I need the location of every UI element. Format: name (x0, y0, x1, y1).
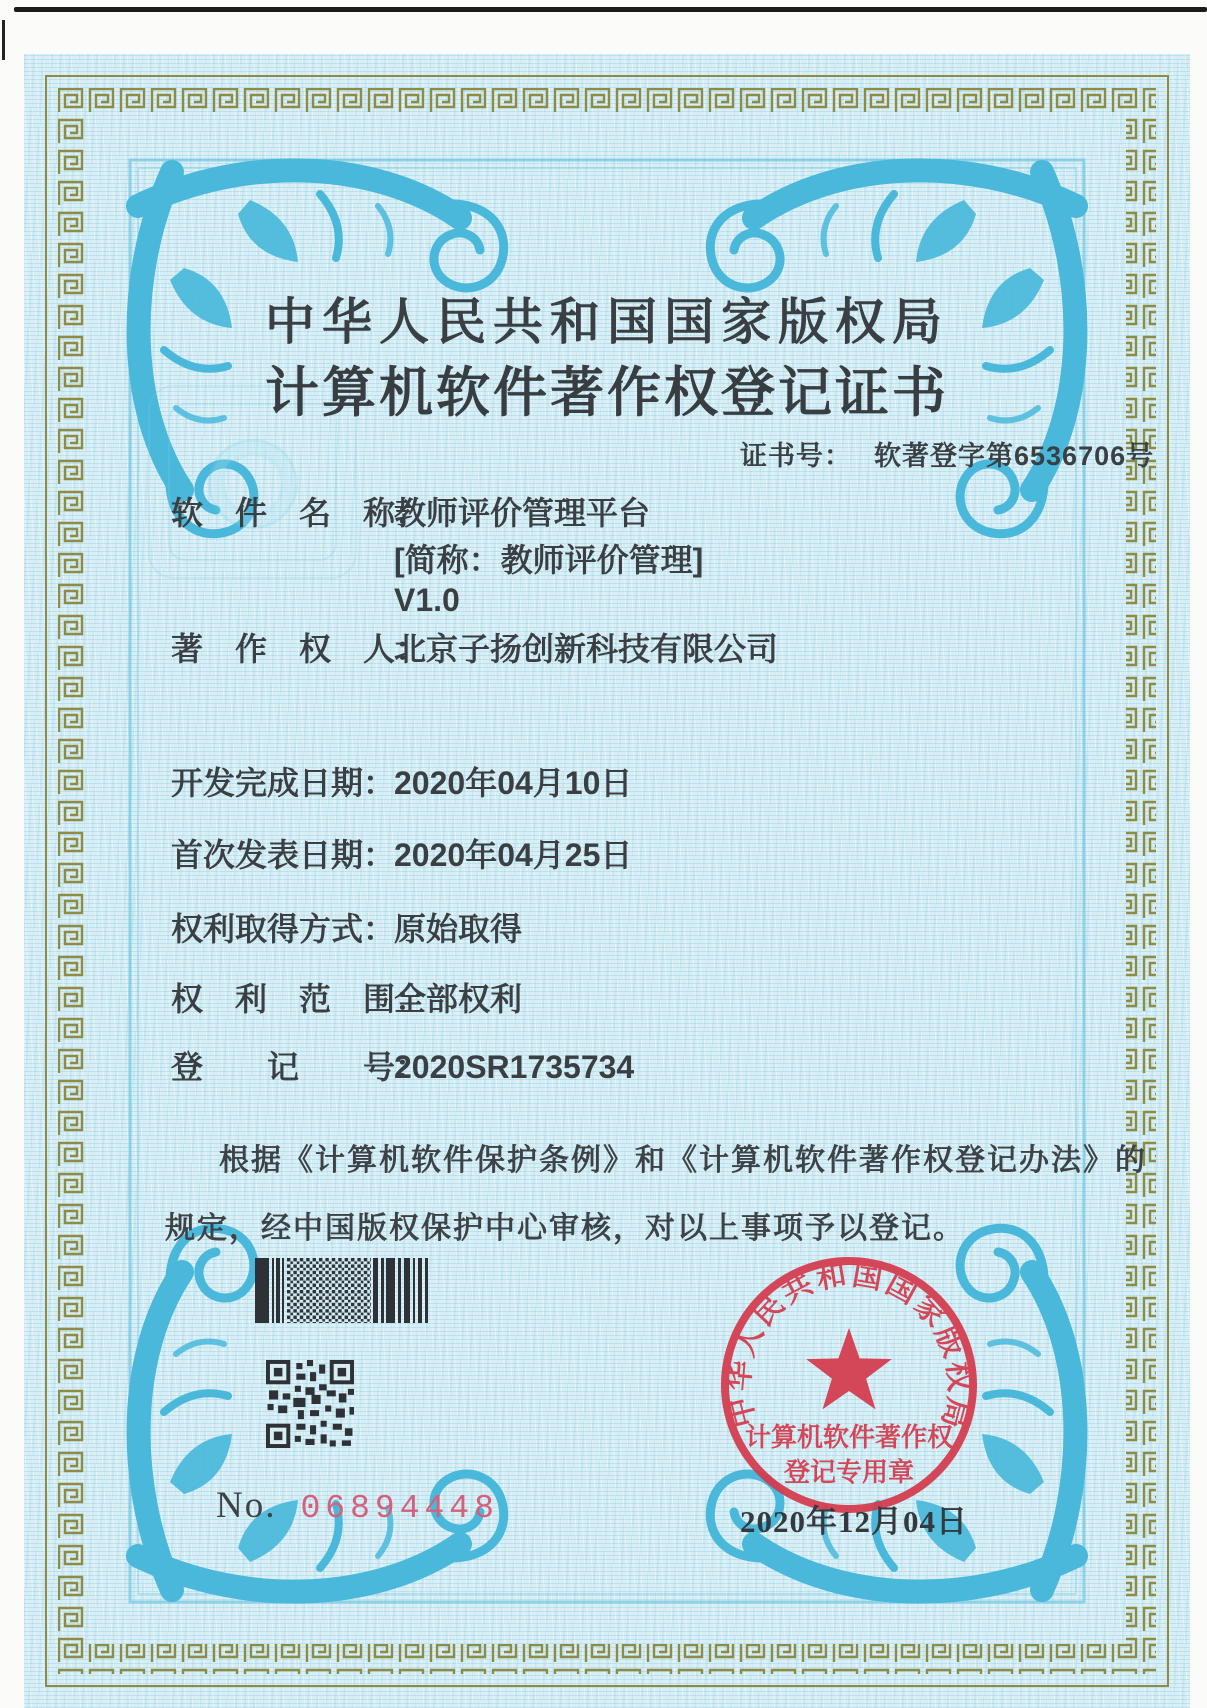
statement-line-1: 根据《计算机软件保护条例》和《计算机软件著作权登记办法》的 (219, 1144, 1147, 1177)
field-value: 2020年04月10日 (394, 765, 633, 801)
field-label: 软 件 名 称： (171, 495, 428, 531)
field-first-publish-date (171, 830, 632, 876)
seal-caption-line-2: 登记专用章 (783, 1458, 915, 1487)
qr-code (266, 1360, 354, 1448)
certificate-title: 计算机软件著作权登记证书 (265, 363, 949, 423)
software-short-name: [简称：教师评价管理] (394, 542, 704, 578)
field-value: 北京子扬创新科技有限公司 (394, 631, 779, 667)
certificate-number-label: 证书号： (740, 441, 852, 471)
field-rights-scope (171, 974, 522, 1020)
software-version: V1.0 (394, 582, 460, 618)
field-rights-acquisition (171, 904, 522, 950)
field-registration-number (171, 1042, 634, 1088)
statement-line-2: 规定，经中国版权保护中心审核，对以上事项予以登记。 (165, 1212, 965, 1245)
issue-date: 2020年12月04日 (740, 1504, 968, 1539)
official-seal (709, 1245, 989, 1525)
field-label: 开发完成日期： (171, 765, 396, 801)
serial-number-label: No. (216, 1485, 277, 1526)
field-label: 登 记 号： (171, 1049, 428, 1085)
field-copyright-owner (171, 624, 778, 670)
field-label: 权利取得方式： (171, 911, 396, 947)
field-value: 全部权利 (394, 981, 523, 1017)
scan-artifact-left-edge (2, 20, 5, 60)
field-label: 权 利 范 围： (171, 981, 428, 1017)
field-value: 2020年04月25日 (394, 837, 633, 873)
scan-artifact-top-edge (14, 7, 1207, 12)
field-software-name (171, 488, 650, 534)
seal-caption-line-1: 计算机软件著作权 (744, 1423, 954, 1452)
field-value: 2020SR1735734 (394, 1049, 635, 1085)
certificate-number-line (740, 434, 1154, 473)
serial-number-line (216, 1484, 499, 1527)
seal-ring-text: 中华人民共和国国家版权局 (722, 1258, 976, 1432)
field-value: 教师评价管理平台 (394, 495, 651, 531)
field-label: 首次发表日期： (171, 837, 396, 873)
field-label: 著 作 权 人： (171, 631, 428, 667)
field-dev-complete-date (171, 758, 632, 804)
field-value: 原始取得 (394, 911, 523, 947)
serial-number-value: 06894448 (300, 1490, 499, 1527)
issuing-authority-title: 中华人民共和国国家版权局 (265, 294, 949, 350)
barcode (255, 1258, 428, 1323)
certificate-number-value: 软著登字第6536706号 (874, 441, 1155, 471)
certificate-paper (24, 54, 1190, 1708)
star-icon (806, 1328, 892, 1409)
